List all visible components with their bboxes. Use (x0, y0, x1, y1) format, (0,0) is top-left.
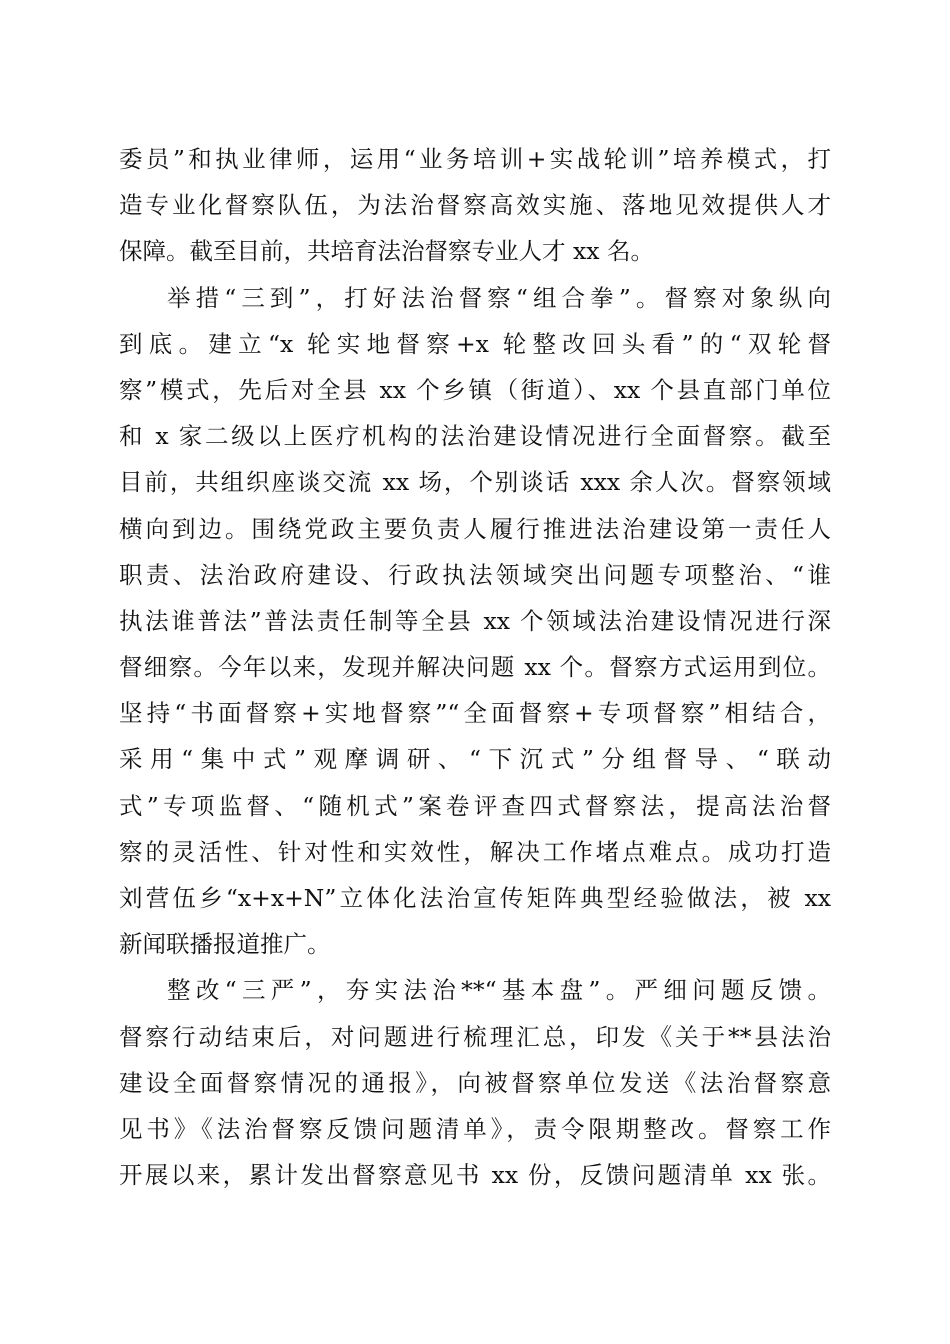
text-line: 目前，共组织座谈交流 xx 场，个别谈话 xxx 余人次。督察领域 (119, 468, 831, 497)
text-line: 刘营伍乡“x+x+N”立体化法治宣传矩阵典型经验做法，被 xx (119, 884, 831, 912)
paragraph-start-line: 举措“三到”，打好法治督察“组合拳”。督察对象纵向 (167, 283, 831, 312)
text-line: 委员”和执业律师，运用“业务培训+实战轮训”培养模式，打 (119, 145, 831, 173)
text-line: 到底。建立“x 轮实地督察+x 轮整改回头看”的“双轮督 (119, 329, 831, 358)
text-line: 坚持“书面督察+实地督察”“全面督察+专项督察”相结合， (119, 699, 831, 728)
text-line: 造专业化督察队伍，为法治督察高效实施、落地见效提供人才 (119, 191, 831, 220)
text-line: 察”模式，先后对全县 xx 个乡镇（街道）、xx 个县直部门单位 (119, 375, 831, 404)
text-line: 和 x 家二级以上医疗机构的法治建设情况进行全面督察。截至 (119, 422, 831, 451)
text-line: 保障。截至目前，共培育法治督察专业人才 xx 名。 (119, 237, 654, 266)
text-line: 察的灵活性、针对性和实效性，解决工作堵点难点。成功打造 (119, 837, 831, 866)
text-line: 督察行动结束后，对问题进行梳理汇总，印发《关于**县法治 (119, 1022, 831, 1051)
text-line: 横向到边。围绕党政主要负责人履行推进法治建设第一责任人 (119, 514, 831, 543)
document-body (119, 136, 831, 1198)
text-line: 式”专项监督、“随机式”案卷评查四式督察法，提高法治督 (119, 791, 831, 820)
text-line: 建设全面督察情况的通报》，向被督察单位发送《法治督察意 (119, 1068, 831, 1097)
text-line: 开展以来，累计发出督察意见书 xx 份，反馈问题清单 xx 张。 (119, 1161, 831, 1190)
text-line: 采用“集中式”观摩调研、“下沉式”分组督导、“联动 (119, 745, 831, 774)
text-line: 督细察。今年以来，发现并解决问题 xx 个。督察方式运用到位。 (119, 653, 831, 682)
text-line: 新闻联播报道推广。 (119, 930, 331, 959)
text-line: 见书》《法治督察反馈问题清单》，责令限期整改。督察工作 (119, 1114, 831, 1143)
paragraph-start-line: 整改“三严”，夯实法治**“基本盘”。严细问题反馈。 (167, 976, 831, 1005)
text-line: 执法谁普法”普法责任制等全县 xx 个领域法治建设情况进行深 (119, 606, 831, 635)
text-line: 职责、法治政府建设、行政执法领域突出问题专项整治、“谁 (119, 560, 831, 589)
